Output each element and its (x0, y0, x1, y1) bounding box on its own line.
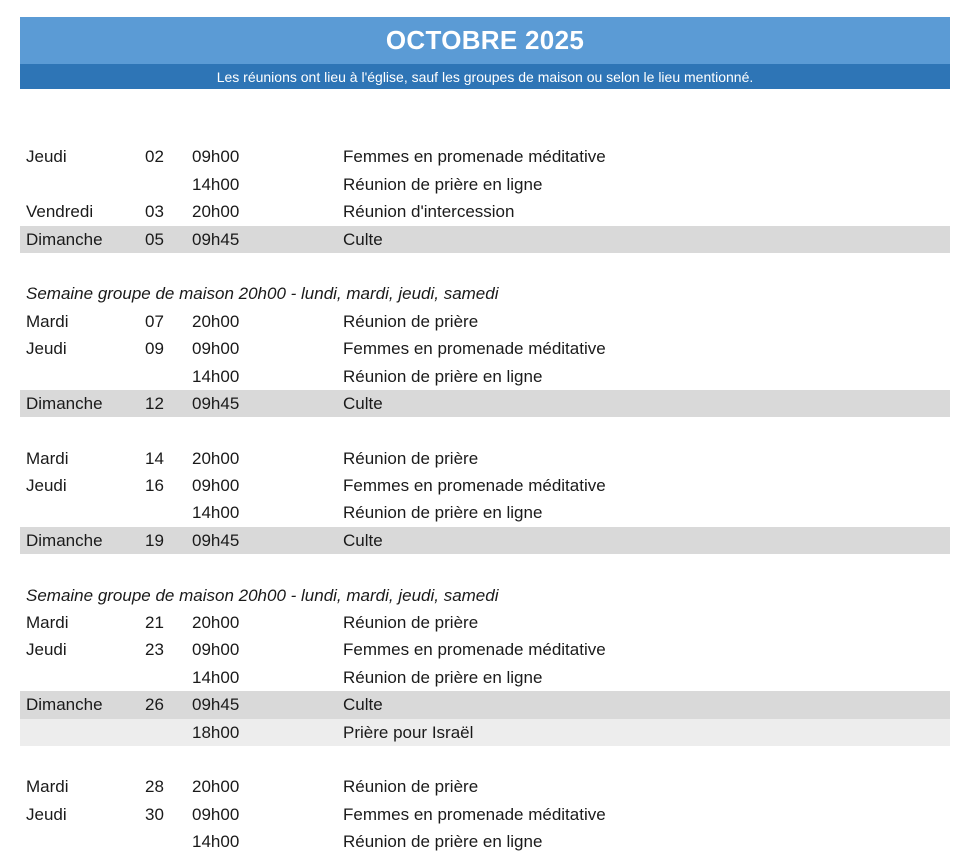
event-row (20, 143, 950, 170)
event-date: 28 (145, 777, 164, 797)
event-time: 20h00 (192, 448, 240, 468)
week-note: Semaine groupe de maison 20h00 - lundi, mardi, jeudi, samedi (26, 284, 499, 304)
event-time: 20h00 (192, 311, 240, 331)
event-time: 20h00 (192, 202, 240, 222)
event-time: 09h00 (192, 147, 240, 167)
event-row (20, 609, 950, 636)
event-name: Femmes en promenade méditative (343, 339, 606, 359)
subtitle-bar (20, 64, 950, 89)
spacer-row (20, 116, 950, 143)
event-row (20, 828, 950, 855)
event-name: Réunion de prière (343, 777, 479, 797)
event-name: Réunion de prière en ligne (343, 832, 543, 852)
event-row (20, 390, 950, 417)
event-row (20, 691, 950, 718)
event-name: Prière pour Israël (343, 722, 474, 742)
event-day: Jeudi (26, 640, 67, 660)
event-date: 26 (145, 695, 164, 715)
event-name: Réunion de prière en ligne (343, 174, 543, 194)
event-time: 09h45 (192, 530, 240, 550)
event-time: 09h00 (192, 476, 240, 496)
event-name: Réunion de prière (343, 311, 479, 331)
event-row (20, 773, 950, 800)
event-time: 09h45 (192, 695, 240, 715)
spacer-row (20, 417, 950, 444)
event-day: Jeudi (26, 147, 67, 167)
event-name: Culte (343, 695, 383, 715)
title-bar (20, 17, 950, 64)
week-note-row (20, 280, 950, 307)
event-date: 23 (145, 640, 164, 660)
event-row (20, 636, 950, 663)
event-time: 20h00 (192, 613, 240, 633)
event-name: Réunion de prière (343, 448, 479, 468)
event-time: 14h00 (192, 832, 240, 852)
spacer-row (20, 746, 950, 773)
event-day: Dimanche (26, 393, 103, 413)
event-date: 21 (145, 613, 164, 633)
event-name: Femmes en promenade méditative (343, 640, 606, 660)
event-day: Jeudi (26, 339, 67, 359)
week-note: Semaine groupe de maison 20h00 - lundi, mardi, jeudi, samedi (26, 585, 499, 605)
event-name: Femmes en promenade méditative (343, 804, 606, 824)
event-name: Réunion de prière en ligne (343, 667, 543, 687)
event-day: Mardi (26, 311, 69, 331)
event-date: 19 (145, 530, 164, 550)
event-day: Jeudi (26, 804, 67, 824)
event-day: Mardi (26, 613, 69, 633)
event-row (20, 445, 950, 472)
event-name: Réunion de prière (343, 613, 479, 633)
event-date: 02 (145, 147, 164, 167)
event-name: Culte (343, 530, 383, 550)
event-time: 14h00 (192, 174, 240, 194)
event-date: 09 (145, 339, 164, 359)
event-name: Culte (343, 229, 383, 249)
event-time: 18h00 (192, 722, 240, 742)
event-day: Dimanche (26, 229, 103, 249)
event-date: 30 (145, 804, 164, 824)
event-time: 09h45 (192, 229, 240, 249)
event-row (20, 499, 950, 526)
event-name: Réunion d'intercession (343, 202, 515, 222)
event-date: 14 (145, 448, 164, 468)
event-row (20, 198, 950, 225)
event-row (20, 171, 950, 198)
event-day: Dimanche (26, 695, 103, 715)
week-note-row (20, 582, 950, 609)
event-time: 09h00 (192, 339, 240, 359)
event-time: 14h00 (192, 366, 240, 386)
event-time: 14h00 (192, 503, 240, 523)
event-row (20, 472, 950, 499)
event-name: Femmes en promenade méditative (343, 476, 606, 496)
event-row (20, 335, 950, 362)
event-row (20, 801, 950, 828)
event-day: Mardi (26, 448, 69, 468)
schedule-table (20, 116, 950, 856)
event-date: 05 (145, 229, 164, 249)
event-row (20, 226, 950, 253)
event-row (20, 527, 950, 554)
event-row (20, 308, 950, 335)
spacer-row (20, 554, 950, 581)
event-row (20, 664, 950, 691)
event-row (20, 719, 950, 746)
page-subtitle: Les réunions ont lieu à l'église, sauf les groupes de maison ou selon le lieu mentionné. (216, 68, 754, 85)
event-day: Vendredi (26, 202, 94, 222)
event-date: 16 (145, 476, 164, 496)
event-day: Jeudi (26, 476, 67, 496)
event-time: 09h00 (192, 640, 240, 660)
spacer-row (20, 253, 950, 280)
event-name: Réunion de prière en ligne (343, 366, 543, 386)
event-date: 12 (145, 393, 164, 413)
event-day: Mardi (26, 777, 69, 797)
event-name: Culte (343, 393, 383, 413)
event-date: 07 (145, 311, 164, 331)
event-date: 03 (145, 202, 164, 222)
event-time: 14h00 (192, 667, 240, 687)
event-row (20, 363, 950, 390)
event-time: 09h45 (192, 393, 240, 413)
page-title: OCTOBRE 2025 (385, 25, 585, 55)
event-day: Dimanche (26, 530, 103, 550)
event-name: Réunion de prière en ligne (343, 503, 543, 523)
event-time: 20h00 (192, 777, 240, 797)
event-time: 09h00 (192, 804, 240, 824)
event-name: Femmes en promenade méditative (343, 147, 606, 167)
calendar-header (20, 17, 950, 89)
